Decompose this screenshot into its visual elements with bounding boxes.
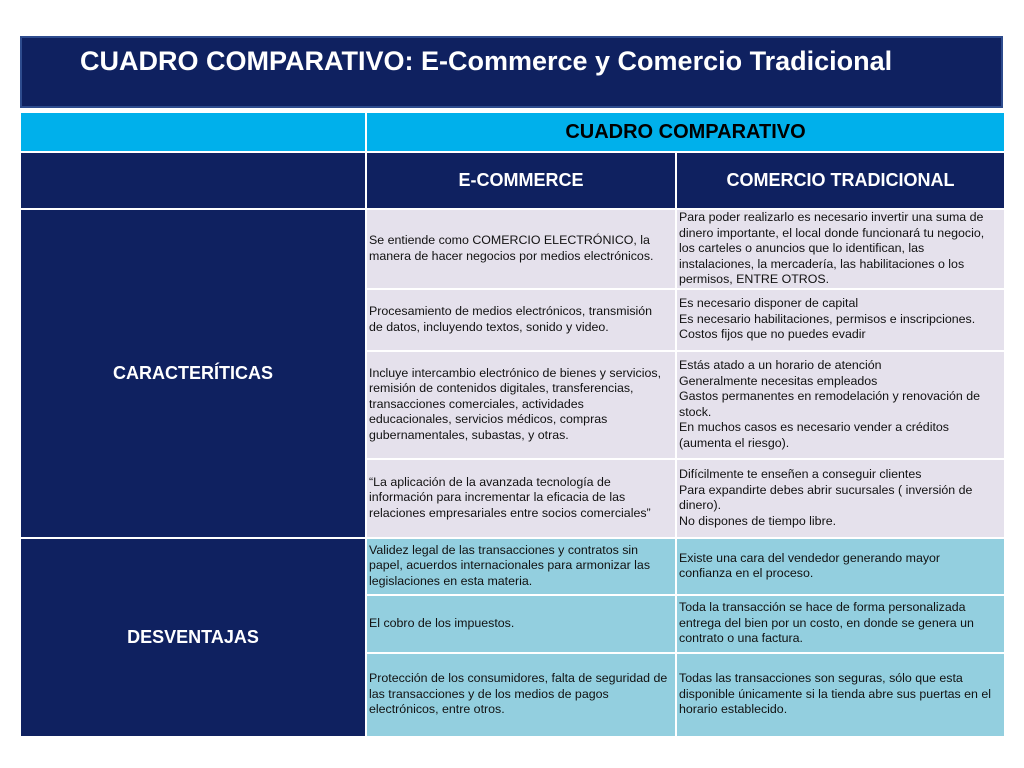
text-line: educacionales, servicios médicos, compras xyxy=(369,412,608,427)
ecommerce-cell xyxy=(366,459,676,538)
text-line: dinero). xyxy=(679,498,722,512)
text-line: dinero importante, el local donde funcionará tu negocio, xyxy=(679,225,985,240)
text-line: Gastos permanentes en remodelación y renovación de xyxy=(679,389,980,403)
text-line: transacciones comerciales, actividades xyxy=(369,396,584,411)
row-group-label-caracteristicas: CARACTERÍTICAS xyxy=(20,209,366,538)
ecommerce-cell xyxy=(366,653,676,737)
text-line: papel, acuerdos internacionales para armonizar las xyxy=(369,558,651,573)
text-line: las transacciones y de los medios de pagos xyxy=(369,686,609,701)
text-line: legislaciones en esta materia. xyxy=(369,573,533,588)
text-line: manera de hacer negocios por medios electrónicos. xyxy=(369,248,654,263)
text-line: relaciones empresariales entre socios comerciales” xyxy=(369,505,651,520)
text-line: Protección de los consumidores, falta de seguridad de xyxy=(369,671,668,686)
super-header: CUADRO COMPARATIVO xyxy=(366,112,1005,152)
tradicional-cell xyxy=(676,289,1005,351)
ecommerce-cell xyxy=(366,289,676,351)
text-line: “La aplicación de la avanzada tecnología de xyxy=(369,474,611,489)
text-line: electrónicos, entre otros. xyxy=(369,702,505,717)
tradicional-cell xyxy=(676,351,1005,459)
text-line: Se entiende como COMERCIO ELECTRÓNICO, la xyxy=(369,233,650,248)
text-line: Estás atado a un horario de atención xyxy=(679,358,882,372)
text-line: gubernamentales, subastas, y otras. xyxy=(369,427,569,442)
text-line: remisión de contenidos digitales, transferencias, xyxy=(369,381,634,396)
text-line: horario establecido. xyxy=(679,702,788,717)
corner-cell xyxy=(20,152,366,209)
comparison-table xyxy=(19,111,1006,738)
text-line: Procesamiento de medios electrónicos, transmisión xyxy=(369,304,653,318)
text-line: Es necesario disponer de capital xyxy=(679,296,859,311)
text-line: entrega del bien por un costo, en donde se genera un xyxy=(679,615,974,630)
text-line: Incluye intercambio electrónico de bienes y servicios, xyxy=(369,365,662,380)
text-line: (aumenta el riesgo). xyxy=(679,435,790,450)
text-line: confianza en el proceso. xyxy=(679,566,814,580)
text-line: Toda la transacción se hace de forma personalizada xyxy=(679,600,966,615)
text-line: permisos, ENTRE OTROS. xyxy=(679,272,830,286)
text-line: Todas las transacciones son seguras, sólo que esta xyxy=(679,671,963,686)
text-line: contrato o una factura. xyxy=(679,631,803,646)
text-line: En muchos casos es necesario vender a créditos xyxy=(679,420,949,434)
tradicional-cell xyxy=(676,595,1005,653)
text-line: Para poder realizarlo es necesario invertir una suma de xyxy=(679,210,984,224)
tradicional-cell xyxy=(676,538,1005,595)
text-line: Para expandirte debes abrir sucursales ( inversión de xyxy=(679,482,973,497)
text-line: Existe una cara del vendedor generando mayor xyxy=(679,550,941,565)
text-line: de datos, incluyendo textos, sonido y video. xyxy=(369,319,609,334)
tradicional-cell xyxy=(676,459,1005,538)
ecommerce-cell xyxy=(366,595,676,653)
text-line: Generalmente necesitas empleados xyxy=(679,373,878,388)
text-line: información para incrementar la eficacia de las xyxy=(369,490,626,505)
row-group-label-desventajas: DESVENTAJAS xyxy=(20,538,366,737)
ecommerce-cell xyxy=(366,209,676,289)
text-line: Validez legal de las transacciones y contratos sin xyxy=(369,542,639,557)
col-header-ecommerce: E-COMMERCE xyxy=(366,152,676,209)
tradicional-cell xyxy=(676,653,1005,737)
ecommerce-cell xyxy=(366,351,676,459)
title-bar xyxy=(20,36,1003,108)
text-line: Difícilmente te enseñen a conseguir clientes xyxy=(679,467,922,481)
text-line: Costos fijos que no puedes evadir xyxy=(679,327,866,342)
text-line: los carteles o anuncios que lo identifican, las xyxy=(679,241,925,255)
text-line: instalaciones, la mercadería, las habilitaciones o los xyxy=(679,256,965,271)
text-line: stock. xyxy=(679,404,712,419)
text-line: El cobro de los impuestos. xyxy=(369,615,515,630)
text-line: disponible únicamente si la tienda abre sus puertas en el xyxy=(679,686,992,701)
col-header-tradicional: COMERCIO TRADICIONAL xyxy=(676,152,1005,209)
page-title: CUADRO COMPARATIVO: E-Commerce y Comercio Tradicional xyxy=(80,46,893,76)
tradicional-cell xyxy=(676,209,1005,289)
ecommerce-cell xyxy=(366,538,676,595)
corner-cell-top xyxy=(20,112,366,152)
text-line: No dispones de tiempo libre. xyxy=(679,513,837,528)
text-line: Es necesario habilitaciones, permisos e inscripciones. xyxy=(679,311,976,326)
